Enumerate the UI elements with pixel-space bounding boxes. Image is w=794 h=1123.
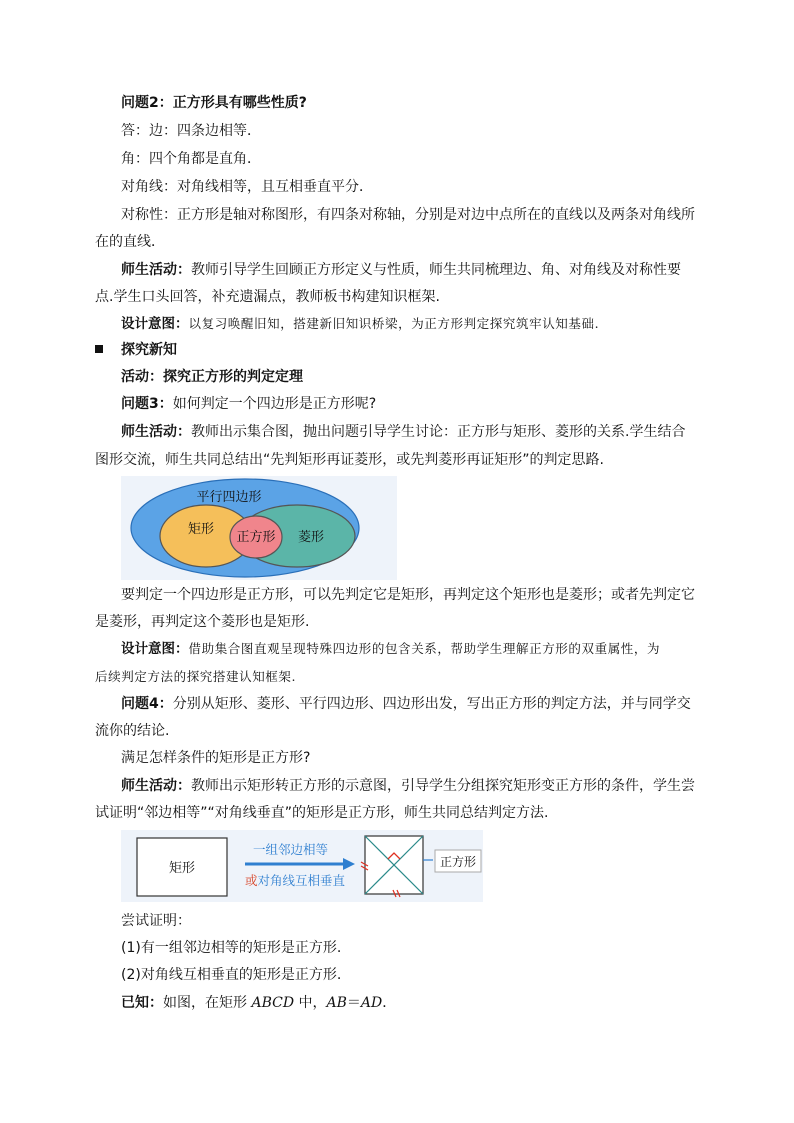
rectangle-box-label: 矩形 <box>168 861 196 876</box>
given-end: ． <box>382 995 397 1011</box>
given-ad: AD <box>360 995 383 1011</box>
rhombus-label: 菱形 <box>297 530 325 545</box>
design-intent-1-label: 设计意图： <box>121 316 189 332</box>
given-text-2: 中， <box>294 995 327 1011</box>
condition-2 <box>245 873 346 888</box>
design-intent-1 <box>121 314 731 334</box>
rectangle-label: 矩形 <box>187 522 215 537</box>
given-ab: AB <box>326 995 347 1011</box>
paragraph-1-line1: 要判定一个四边形是正方形，可以先判定它是矩形，再判定这个矩形也是菱形；或者先判定它 <box>121 587 695 603</box>
answer-symmetry-line1: 对称性：正方形是轴对称图形，有四条对称轴，分别是对边中点所在的直线以及两条对角线所 <box>121 207 695 223</box>
question-2 <box>121 93 731 113</box>
rectangle-to-square-figure <box>121 830 483 902</box>
design-intent-2-line2: 后续判定方法的探究搭建认知框架. <box>95 669 297 684</box>
try-proof-2: (2)对角线互相垂直的矩形是正方形. <box>121 967 342 983</box>
question-3-text: 如何判定一个四边形是正方形呢? <box>172 396 377 412</box>
question-4-line2: 流你的结论. <box>95 723 170 739</box>
answer-diagonal: 对角线：对角线相等，且互相垂直平分． <box>121 179 373 195</box>
activity-1-label: 师生活动： <box>121 262 191 278</box>
square-label: 正方形 <box>236 530 276 545</box>
question-3-label: 问题3： <box>121 396 173 412</box>
design-intent-2-label: 设计意图： <box>121 641 189 657</box>
arrow-head <box>343 858 355 870</box>
activity-heading: 活动：探究正方形的判定定理 <box>121 369 303 385</box>
given-eq: ＝ <box>346 995 361 1011</box>
activity-3-label: 师生活动： <box>121 778 191 794</box>
answer-side: 答：边：四条边相等． <box>121 123 261 139</box>
given-text-1: 如图，在矩形 <box>163 995 252 1011</box>
question-2-label: 问题2： <box>121 95 173 111</box>
activity-2-text: 教师出示集合图，抛出问题引导学生讨论：正方形与矩形、菱形的关系.学生结合 <box>191 424 686 440</box>
question-4-text: 分别从矩形、菱形、平行四边形、四边形出发，写出正方形的判定方法，并与同学交 <box>172 696 691 712</box>
answer-angle: 角：四个角都是直角． <box>121 151 261 167</box>
condition-1-label: 一组邻边相等 <box>253 842 329 857</box>
answer-symmetry-line2: 在的直线． <box>95 234 165 250</box>
activity-2-label: 师生活动： <box>121 424 191 440</box>
question-5: 满足怎样条件的矩形是正方形? <box>121 750 311 766</box>
given-label: 已知： <box>121 995 163 1011</box>
activity-3-line2: 试证明“邻边相等”“对角线垂直”的矩形是正方形，师生共同总结判定方法. <box>95 805 549 821</box>
question-2-text: 正方形具有哪些性质? <box>172 95 307 111</box>
activity-2-line2: 图形交流，师生共同总结出“先判矩形再证菱形，或先判菱形再证矩形”的判定思路. <box>95 452 604 468</box>
design-intent-2-text: 借助集合图直观呈现特殊四边形的包含关系，帮助学生理解正方形的双重属性，为 <box>188 641 661 656</box>
venn-diagram <box>121 476 397 580</box>
paragraph-1-line2: 是菱形，再判定这个菱形也是矩形. <box>95 614 310 630</box>
try-proof: 尝试证明： <box>121 913 191 929</box>
activity-3-text: 教师出示矩形转正方形的示意图，引导学生分组探究矩形变正方形的条件，学生尝 <box>191 778 695 794</box>
activity-2 <box>121 422 731 442</box>
square-label: 正方形 <box>439 855 477 869</box>
activity-1-line2: 点.学生口头回答，补充遗漏点，教师板书构建知识框架. <box>95 289 440 305</box>
given-abcd: ABCD <box>251 995 295 1011</box>
condition-2-label: 对角线互相垂直 <box>257 873 346 888</box>
question-3 <box>121 394 731 414</box>
condition-2-or: 或 <box>245 873 258 888</box>
section-heading: 探究新知 <box>121 342 177 358</box>
given-statement <box>121 993 731 1013</box>
design-intent-1-text: 以复习唤醒旧知，搭建新旧知识桥梁，为正方形判定探究筑牢认知基础. <box>188 316 600 331</box>
activity-1 <box>121 260 731 280</box>
question-4 <box>121 694 731 714</box>
section-bullet <box>95 345 103 353</box>
parallelogram-label: 平行四边形 <box>196 490 262 505</box>
question-4-label: 问题4： <box>121 696 173 712</box>
try-proof-1: (1)有一组邻边相等的矩形是正方形. <box>121 940 342 956</box>
design-intent-2 <box>121 639 731 659</box>
activity-1-text: 教师引导学生回顾正方形定义与性质，师生共同梳理边、角、对角线及对称性要 <box>191 262 681 278</box>
activity-3 <box>121 776 731 796</box>
